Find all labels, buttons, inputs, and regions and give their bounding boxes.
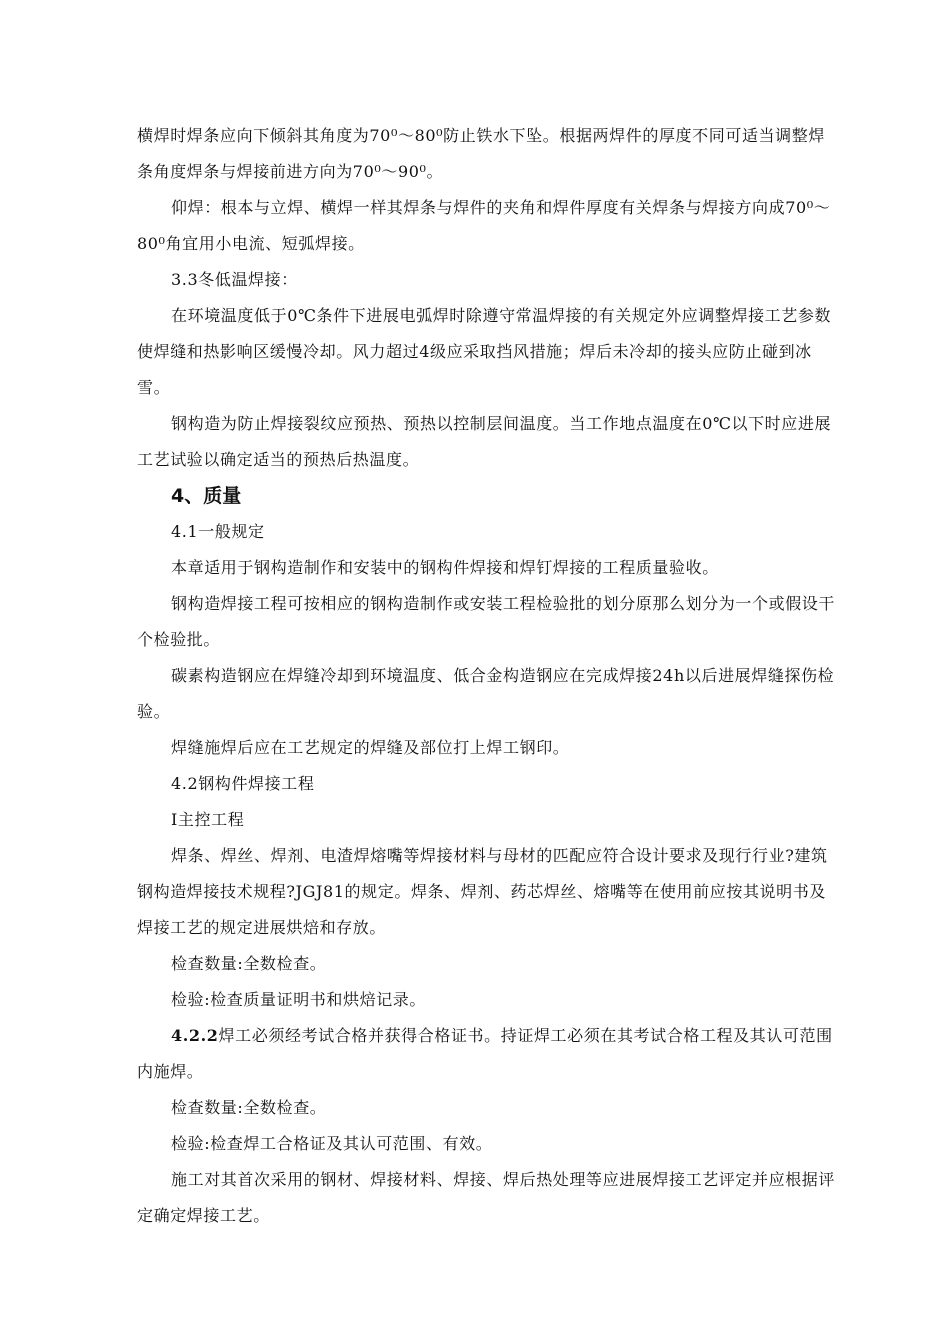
main-control-items-title: I主控工程: [171, 810, 245, 829]
subsection-4-1-title: 4.1一般规定: [171, 522, 265, 541]
paragraph-procedure-qualification: 施工对其首次采用的钢材、焊接材料、焊接、焊后热处理等应进展焊接工艺评定并应根据评定确定焊接工艺。: [137, 1170, 836, 1225]
paragraph-flaw-detection: 碳素构造钢应在焊缝冷却到环境温度、低合金构造钢应在完成焊接24h以后进展焊缝探伤检验。: [137, 666, 835, 721]
document-body: [137, 118, 837, 1234]
inspection-method-2: 检验:检查焊工合格证及其认可范围、有效。: [171, 1134, 493, 1153]
clause-text: 焊工必须经考试合格并获得合格证书。持证焊工必须在其考试合格工程及其认可范围内施焊。: [137, 1026, 833, 1081]
subsection-4-2-title: 4.2钢构件焊接工程: [171, 774, 315, 793]
paragraph-horizontal-welding: 横焊时焊条应向下倾斜其角度为70⁰～80⁰防止铁水下坠。根据两焊件的厚度不同可适当调整焊条角度焊条与焊接前进方向为70⁰～90⁰。: [137, 126, 825, 181]
paragraph-low-temp-welding: 在环境温度低于0℃条件下进展电弧焊时除遵守常温焊接的有关规定外应调整焊接工艺参数使焊缝和热影响区缓慢冷却。风力超过4级应采取挡风措施；焊后未冷却的接头应防止碰到冰雪。: [137, 306, 832, 397]
subsection-3-3-title: 3.3冬低温焊接：: [171, 270, 298, 289]
paragraph-welding-materials: 焊条、焊丝、焊剂、电渣焊熔嘴等焊接材料与母材的匹配应符合设计要求及现行行业?建筑钢构造焊接技术规程?JGJ81的规定。焊条、焊剂、药芯焊丝、熔嘴等在使用前应按其说明书及焊接工艺的规定进展烘焙和存放。: [137, 846, 828, 937]
section-4-heading: 4、质量: [171, 485, 242, 507]
inspection-quantity-1: 检查数量:全数检查。: [171, 954, 327, 973]
inspection-method-1: 检验:检查质量证明书和烘焙记录。: [171, 990, 426, 1009]
paragraph-inspection-lots: 钢构造焊接工程可按相应的钢构造制作或安装工程检验批的划分原那么划分为一个或假设干个检验批。: [137, 594, 836, 649]
clause-number: 4.2.2: [171, 1026, 219, 1045]
paragraph-welder-certification: [137, 1018, 837, 1090]
paragraph-welder-stamp: 焊缝施焊后应在工艺规定的焊缝及部位打上焊工钢印。: [171, 738, 570, 757]
paragraph-scope: 本章适用于钢构造制作和安装中的钢构件焊接和焊钉焊接的工程质量验收。: [171, 558, 719, 577]
paragraph-overhead-welding: 仰焊：根本与立焊、横焊一样其焊条与焊件的夹角和焊件厚度有关焊条与焊接方向成70⁰～80⁰角宜用小电流、短弧焊接。: [137, 198, 831, 253]
paragraph-preheating: 钢构造为防止焊接裂纹应预热、预热以控制层间温度。当工作地点温度在0℃以下时应进展工艺试验以确定适当的预热后热温度。: [137, 414, 832, 469]
inspection-quantity-2: 检查数量:全数检查。: [171, 1098, 327, 1117]
